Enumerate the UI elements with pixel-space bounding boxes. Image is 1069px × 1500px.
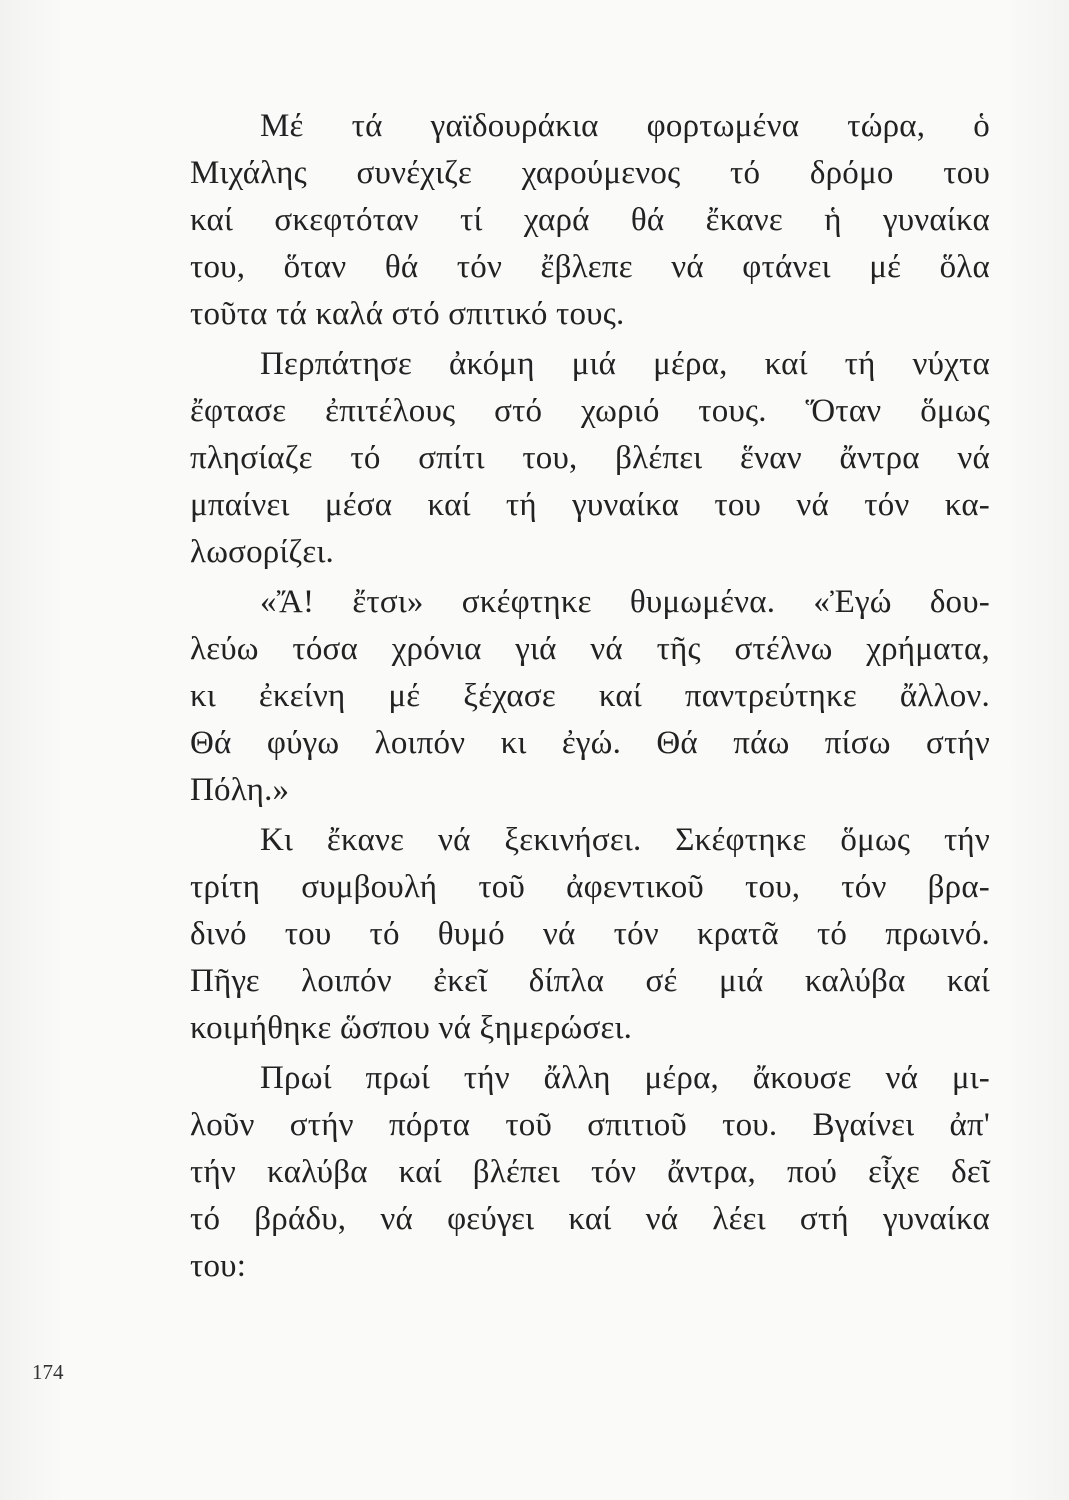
text-line: λεύω τόσα χρόνια γιά νά τῆς στέλνω χρήματα, [190, 631, 990, 667]
text-line: Κι ἔκανε νά ξεκινήσει. Σκέφτηκε ὅμως τήν [260, 822, 990, 858]
text-line: μπαίνει μέσα καί τή γυναίκα του νά τόν κα- [190, 487, 990, 523]
text-line: του: [190, 1248, 247, 1284]
text-line: ἔφτασε ἐπιτέλους στό χωριό τους. Ὅταν ὅμως [190, 393, 990, 429]
text-line: Μιχάλης συνέχιζε χαρούμενος τό δρόμο του [190, 155, 990, 191]
text-line: καί σκεφτόταν τί χαρά θά ἔκανε ἡ γυναίκα [190, 202, 990, 238]
text-line: Πρωί πρωί τήν ἄλλη μέρα, ἄκουσε νά μι- [260, 1060, 990, 1096]
text-line: λοῦν στήν πόρτα τοῦ σπιτιοῦ του. Βγαίνει ἀπ' [190, 1107, 990, 1143]
text-line: Μέ τά γαϊδουράκια φορτωμένα τώρα, ὁ [260, 108, 990, 144]
paragraph-2 [190, 341, 990, 576]
paragraph-3 [190, 579, 990, 814]
text-line: τρίτη συμβουλή τοῦ ἀφεντικοῦ του, τόν βρα- [190, 869, 990, 905]
text-line: τήν καλύβα καί βλέπει τόν ἄντρα, πού εἶχε δεῖ [190, 1154, 990, 1190]
text-line: τό βράδυ, νά φεύγει καί νά λέει στή γυναίκα [190, 1201, 990, 1237]
paragraph-4 [190, 817, 990, 1052]
text-line: του, ὅταν θά τόν ἔβλεπε νά φτάνει μέ ὅλα [190, 249, 990, 285]
text-line: «Ἄ! ἔτσι» σκέφτηκε θυμωμένα. «Ἐγώ δου- [260, 584, 990, 620]
body-text [190, 103, 990, 1290]
paragraph-1 [190, 103, 990, 338]
text-line: κοιμήθηκε ὥσπου νά ξημερώσει. [190, 1010, 633, 1046]
text-line: Περπάτησε ἀκόμη μιά μέρα, καί τή νύχτα [260, 346, 990, 382]
text-line: Θά φύγω λοιπόν κι ἐγώ. Θά πάω πίσω στήν [190, 725, 990, 761]
text-line: τοῦτα τά καλά στό σπιτικό τους. [190, 296, 625, 332]
page-number: 174 [32, 1360, 64, 1384]
text-line: πλησίαζε τό σπίτι του, βλέπει ἕναν ἄντρα νά [190, 440, 990, 476]
text-line: Πῆγε λοιπόν ἐκεῖ δίπλα σέ μιά καλύβα καί [190, 963, 990, 999]
text-line: κι ἐκείνη μέ ξέχασε καί παντρεύτηκε ἄλλον. [190, 678, 990, 714]
paragraph-5 [190, 1055, 990, 1290]
text-line: δινό του τό θυμό νά τόν κρατᾶ τό πρωινό. [190, 916, 990, 952]
text-line: λωσορίζει. [190, 534, 335, 570]
text-line: Πόλη.» [190, 772, 290, 808]
